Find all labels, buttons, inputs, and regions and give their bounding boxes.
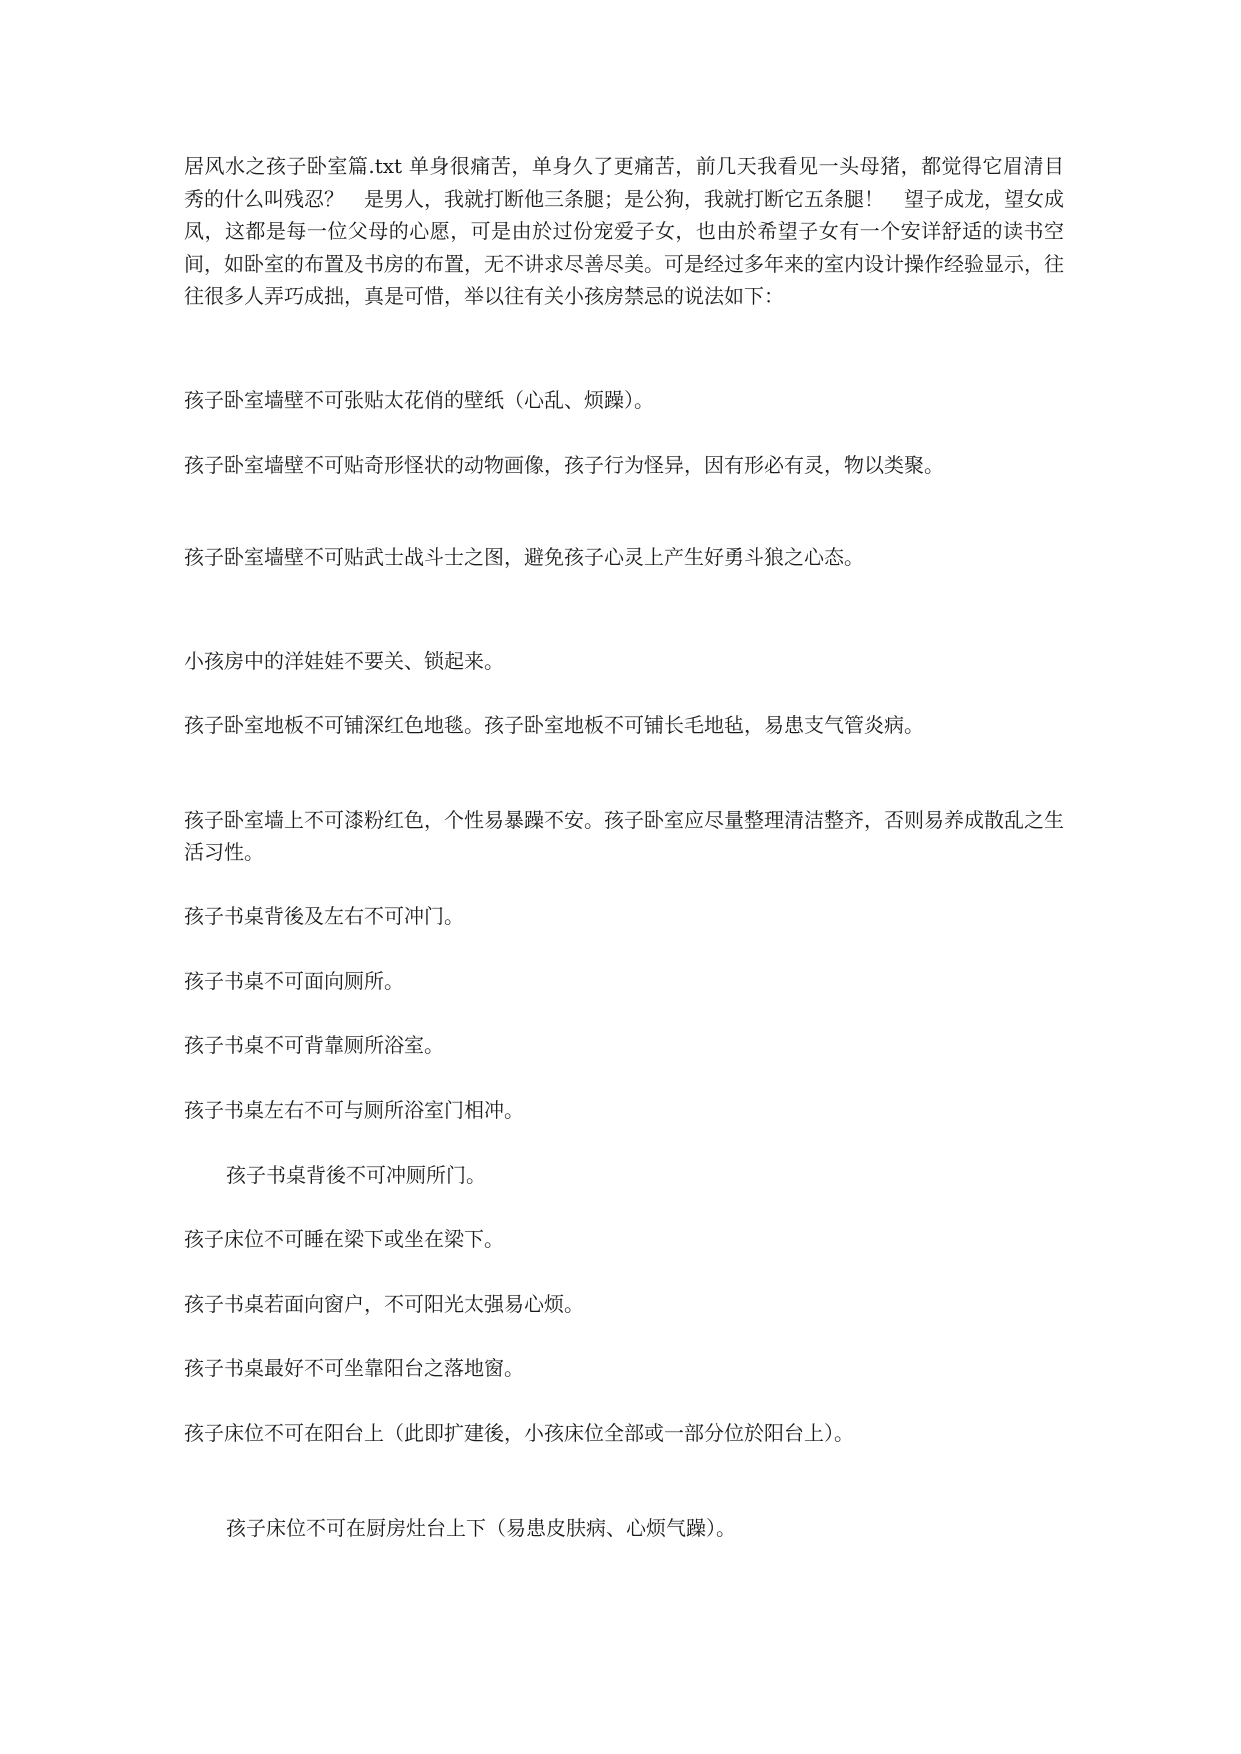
rule-paragraph: 孩子床位不可在厨房灶台上下（易患皮肤病、心烦气躁）。 — [226, 1516, 736, 1540]
rule-paragraph: 孩子书桌背後不可冲厕所门。 — [226, 1163, 486, 1187]
rule-paragraph: 孩子卧室地板不可铺深红色地毯。孩子卧室地板不可铺长毛地毡，易患支气管炎病。 — [184, 713, 924, 737]
intro-paragraph: 居风水之孩子卧室篇.txt 单身很痛苦，单身久了更痛苦，前几天我看见一头母猪，都觉得它眉清目秀的什么叫残忍？ 是男人，我就打断他三条腿；是公狗，我就打断它五条腿！ 望子成龙，望女成凤，这都是每一位父母的心愿，可是由於过份宠爱子女，也由於希望子女有一个安详舒适的读书空间，如卧室的布置及书房的布置，无不讲求尽善尽美。可是经过多年来的室内设计操作经验显示，往往很多人弄巧成拙，真是可惜，举以往有关小孩房禁忌的说法如下： — [184, 154, 1064, 308]
rule-paragraph: 孩子卧室墙上不可漆粉红色，个性易暴躁不安。孩子卧室应尽量整理清洁整齐，否则易养成散乱之生活习性。 — [184, 808, 1064, 864]
rule-paragraph: 孩子卧室墙壁不可张贴太花俏的壁纸（心乱、烦躁）。 — [184, 388, 654, 412]
rule-paragraph: 孩子书桌背後及左右不可冲门。 — [184, 904, 464, 928]
rule-paragraph: 孩子书桌左右不可与厕所浴室门相冲。 — [184, 1098, 524, 1122]
rule-paragraph: 孩子书桌不可背靠厕所浴室。 — [184, 1033, 444, 1057]
rule-paragraph: 孩子床位不可睡在梁下或坐在梁下。 — [184, 1227, 504, 1251]
rule-paragraph: 孩子书桌不可面向厕所。 — [184, 969, 404, 993]
rule-paragraph: 孩子书桌最好不可坐靠阳台之落地窗。 — [184, 1356, 524, 1380]
rule-paragraph: 孩子床位不可在阳台上（此即扩建後，小孩床位全部或一部分位於阳台上）。 — [184, 1421, 854, 1445]
rule-paragraph: 孩子卧室墙壁不可贴奇形怪状的动物画像，孩子行为怪异，因有形必有灵，物以类聚。 — [184, 453, 944, 477]
rule-paragraph: 孩子书桌若面向窗户，不可阳光太强易心烦。 — [184, 1292, 584, 1316]
rule-paragraph: 小孩房中的洋娃娃不要关、锁起来。 — [184, 649, 504, 673]
rule-paragraph: 孩子卧室墙壁不可贴武士战斗士之图，避免孩子心灵上产生好勇斗狼之心态。 — [184, 545, 864, 569]
